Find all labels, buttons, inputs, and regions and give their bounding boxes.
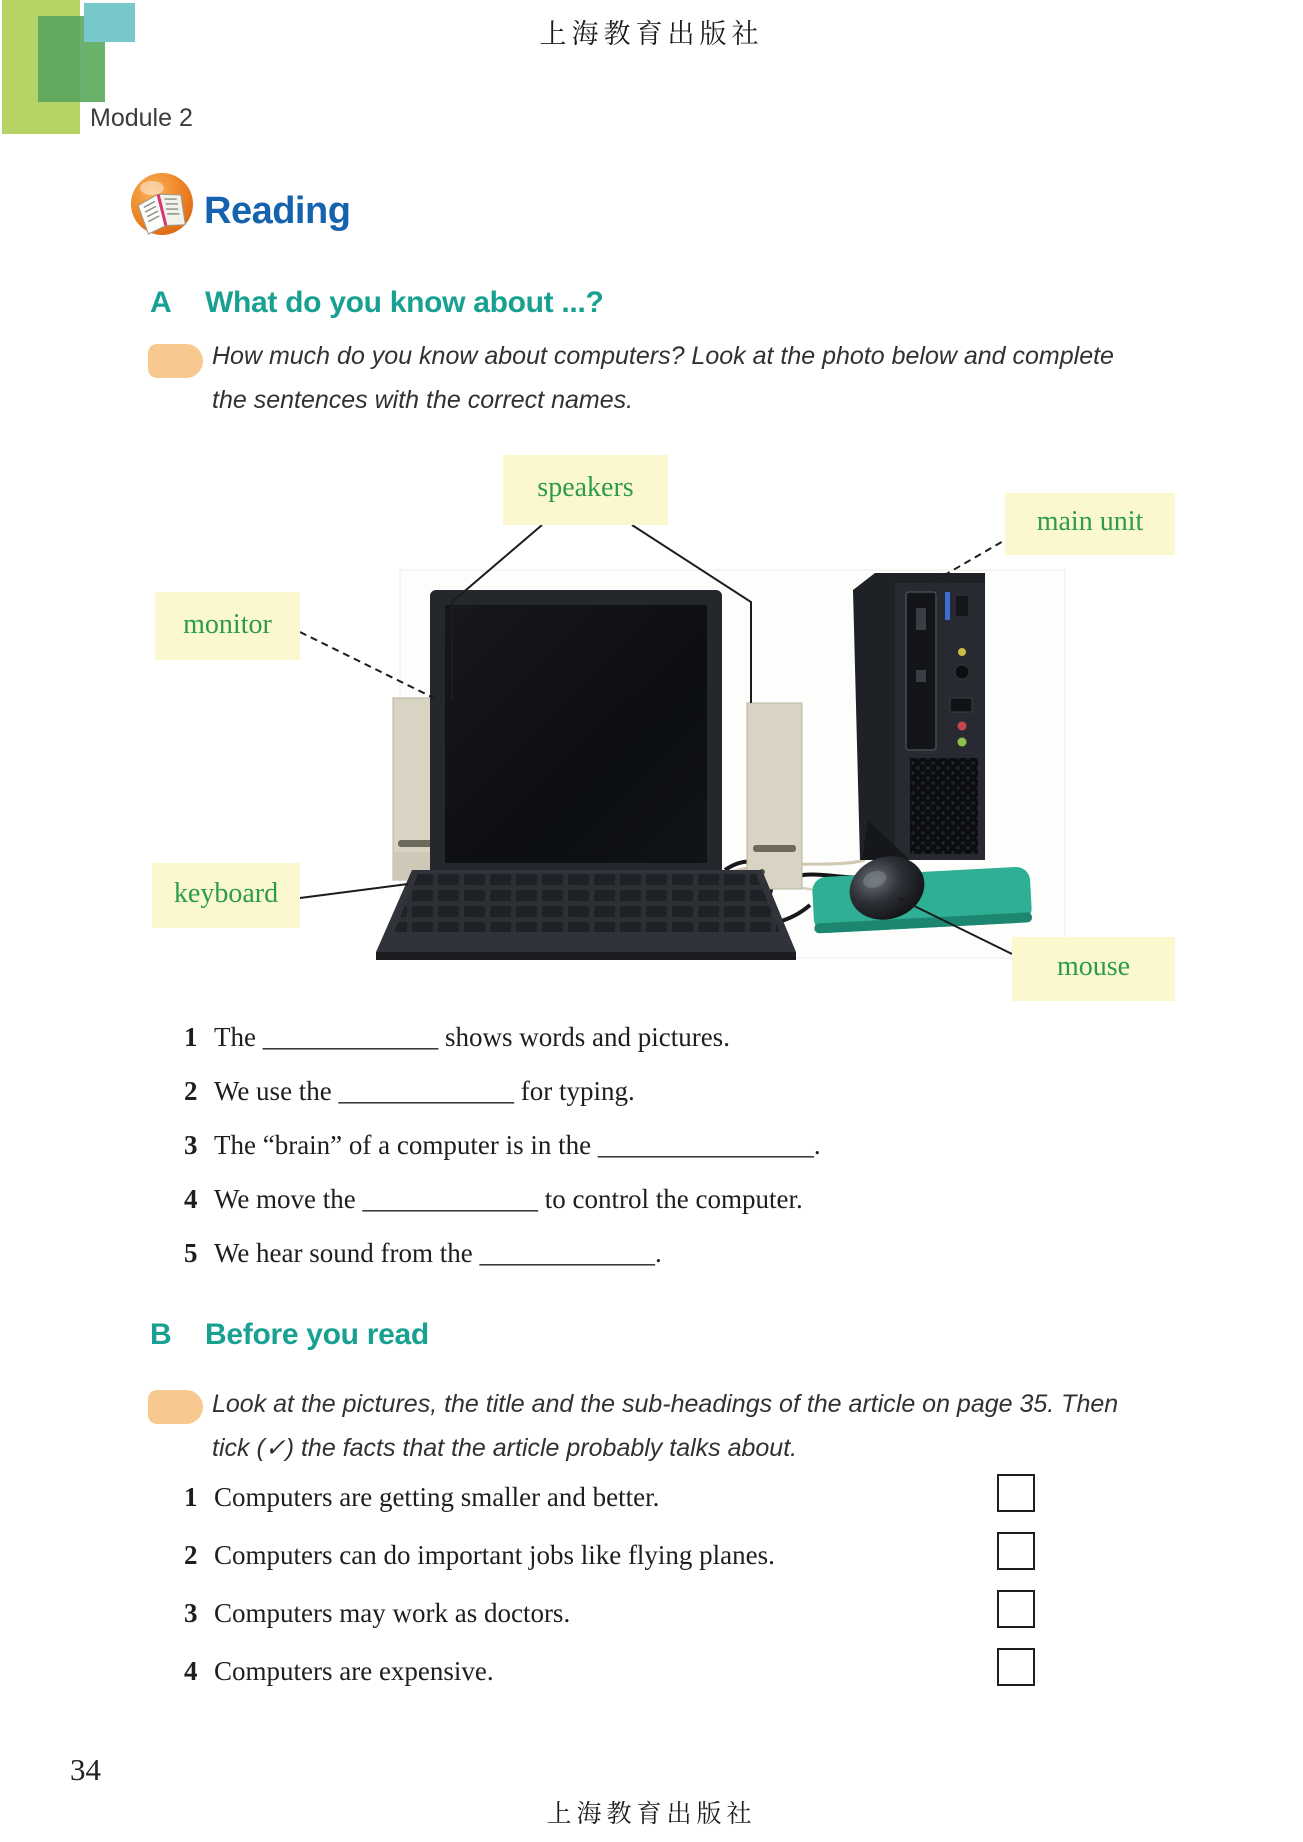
item-sentence: Computers may work as doctors. — [214, 1598, 571, 1628]
item-sentence: The “brain” of a computer is in the ________________. — [214, 1130, 821, 1160]
publisher-footer: 上海教育出版社 — [546, 1801, 757, 1828]
checkbox-item-4[interactable] — [997, 1648, 1035, 1686]
item-sentence: We use the _____________ for typing. — [214, 1076, 635, 1106]
checkbox-item-1[interactable] — [997, 1474, 1035, 1512]
item-number: 5 — [184, 1238, 198, 1268]
checkbox-item-2[interactable] — [997, 1532, 1035, 1570]
instruction-b-line2: tick (✓) the facts that the article probably talks about. — [212, 1434, 798, 1462]
computer-photo-figure — [150, 440, 1190, 1015]
photo-label-keyboard: keyboard — [152, 863, 300, 928]
instruction-bullet-a — [148, 344, 203, 378]
item-number: 1 — [184, 1482, 198, 1512]
logo-square-midgreen — [84, 42, 105, 102]
item-sentence: We hear sound from the _____________. — [214, 1238, 662, 1268]
instruction-a-line2: the sentences with the correct names. — [212, 386, 634, 414]
logo-square-teal — [84, 3, 135, 42]
item-sentence: Computers are expensive. — [214, 1656, 494, 1686]
page-title-reading: Reading — [204, 190, 351, 232]
photo-label-main-unit: main unit — [1005, 493, 1175, 555]
photo-label-speakers: speakers — [503, 455, 668, 525]
item-number: 1 — [184, 1022, 198, 1052]
section-a-title: What do you know about ...? — [205, 286, 604, 319]
section-b-letter: B — [150, 1318, 172, 1351]
item-number: 4 — [184, 1184, 198, 1214]
photo-label-monitor: monitor — [155, 592, 300, 660]
instruction-bullet-b — [148, 1390, 203, 1424]
checkbox-item-3[interactable] — [997, 1590, 1035, 1628]
section-a-letter: A — [150, 286, 172, 319]
item-number: 3 — [184, 1130, 198, 1160]
page-number: 34 — [70, 1752, 101, 1787]
section-a-instruction — [212, 334, 1114, 422]
photo-label-mouse: mouse — [1012, 937, 1175, 1001]
item-sentence: Computers are getting smaller and better. — [214, 1482, 660, 1512]
publisher-header: 上海教育出版社 — [539, 19, 764, 49]
instruction-b-line1: Look at the pictures, the title and the sub-headings of the article on page 35. Then — [212, 1390, 1119, 1418]
instruction-a-line1: How much do you know about computers? Look at the photo below and complete — [212, 342, 1114, 370]
item-number: 3 — [184, 1598, 198, 1628]
item-sentence: We move the _____________ to control the computer. — [214, 1184, 803, 1214]
item-sentence: The _____________ shows words and pictures. — [214, 1022, 730, 1052]
item-sentence: Computers can do important jobs like flying planes. — [214, 1540, 775, 1570]
module-label: Module 2 — [90, 104, 193, 132]
keyboard — [376, 870, 796, 960]
item-number: 2 — [184, 1076, 198, 1106]
section-b-title: Before you read — [205, 1318, 429, 1351]
item-number: 2 — [184, 1540, 198, 1570]
main-unit-tower — [853, 573, 985, 860]
right-speaker — [747, 703, 802, 889]
item-number: 4 — [184, 1656, 198, 1686]
reading-book-icon — [128, 170, 196, 238]
section-b-instruction — [212, 1382, 1118, 1470]
